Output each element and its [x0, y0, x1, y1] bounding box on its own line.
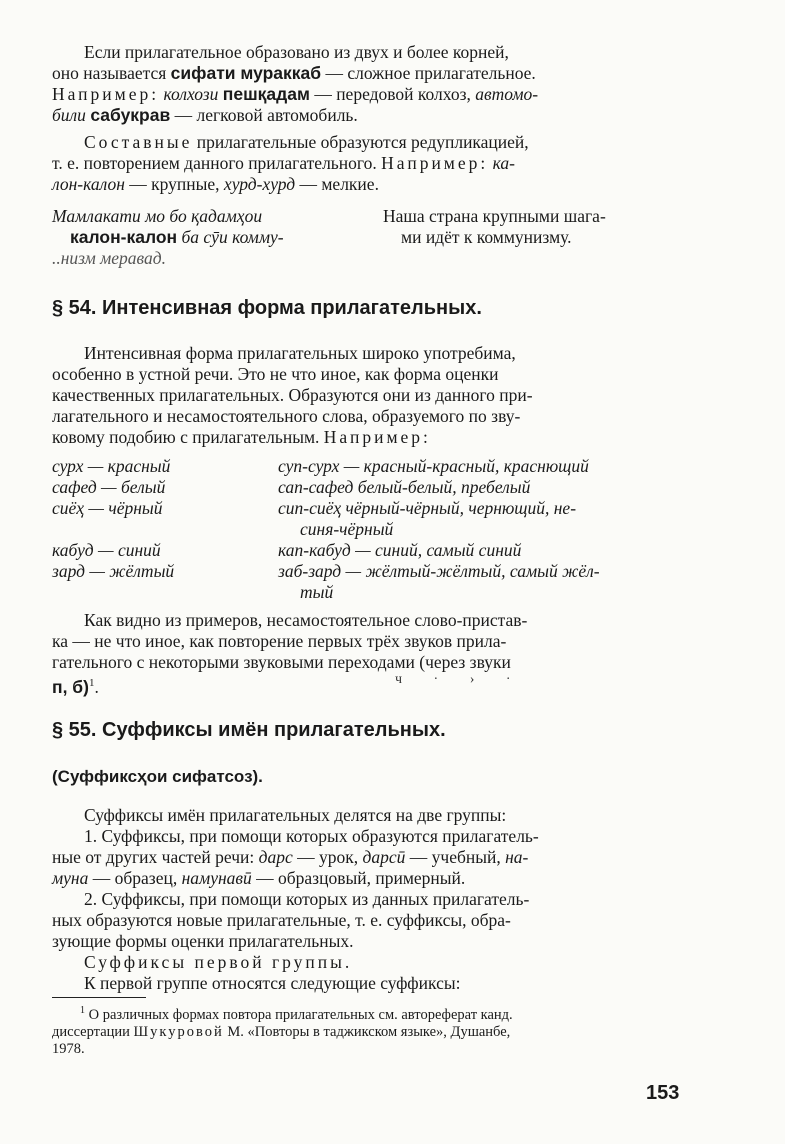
- example: ..низм меравад.: [52, 248, 167, 268]
- example-row: [52, 561, 679, 603]
- text-line: [52, 132, 679, 153]
- paragraph-prefix-note: [52, 610, 679, 698]
- example-intensive: заб-зард — жёлтый-жёлтый, самый жёл-: [278, 561, 600, 581]
- stray-marks: ч · › ·: [395, 672, 525, 687]
- example: муна: [52, 868, 89, 888]
- footnote-marker: 1: [80, 1005, 85, 1016]
- text-line: ных образуются новые прилагательные, т. е. суффиксы, обра-: [52, 910, 511, 930]
- text-line: [52, 868, 679, 889]
- text-line: Как видно из примеров, несамостоятельное слово-пристав-: [84, 610, 528, 630]
- translation-line: ми идёт к коммунизму.: [401, 227, 572, 247]
- text-line: Если прилагательное образовано из двух и более корней,: [84, 42, 509, 62]
- text-line: гательного с некоторыми звуковыми переходами (через звуки: [52, 652, 511, 672]
- text-line: ка — не что иное, как повторение первых трёх звуков прила-: [52, 631, 507, 651]
- text-line: зующие формы оценки прилагательных.: [52, 931, 354, 951]
- example: дарсӣ: [362, 847, 406, 867]
- example-base: сиёҳ — чёрный: [52, 498, 163, 518]
- example-translation: [383, 206, 679, 248]
- example-intensive: кап-кабуд — синий, самый синий: [278, 540, 522, 560]
- paragraph-compound-adjectives: [52, 42, 679, 126]
- text-line: Интенсивная форма прилагательных широко употребима,: [84, 343, 516, 363]
- example-base: сурх — красный: [52, 456, 171, 476]
- example-base: сафед — белый: [52, 477, 166, 497]
- term: п, б): [52, 676, 89, 697]
- text: — мелкие.: [295, 174, 379, 194]
- section-heading-55: § 55. Суффиксы имён прилагательных.: [52, 719, 446, 741]
- text: — учебный,: [405, 847, 506, 867]
- text-line: 1978.: [52, 1040, 85, 1057]
- example-base: кабуд — синий: [52, 540, 161, 560]
- example: дарс: [258, 847, 293, 867]
- footnote-ref: 1: [88, 677, 95, 689]
- text-line: 2. Суффиксы, при помощи которых из данных прилагатель-: [84, 889, 530, 909]
- text: оно называется: [52, 63, 171, 83]
- text: — легковой автомобиль.: [170, 105, 358, 125]
- paragraph-reduplicated-adjectives: [52, 132, 679, 195]
- text: ные от других частей речи:: [52, 847, 259, 867]
- text-line: лагательного и несамостоятельного слова, образуемого по зву-: [52, 406, 521, 426]
- text-line: [52, 153, 679, 174]
- example-intensive: суп-сурх — красный-красный, краснющий: [278, 456, 589, 476]
- example: намунавӣ: [181, 868, 252, 888]
- example: автомо-: [475, 84, 539, 104]
- example: колхози: [159, 84, 223, 104]
- example: били: [52, 105, 91, 125]
- text-line: [52, 63, 679, 84]
- example-row: [52, 540, 679, 561]
- text-line: особенно в устной речи. Это не что иное, как форма оценки: [52, 364, 499, 384]
- text-line: [52, 84, 679, 105]
- spaced-text: Например:: [381, 153, 489, 173]
- example: ба сӯи комму-: [177, 227, 284, 247]
- text: ковому подобию с прилагательным.: [52, 427, 324, 447]
- section-heading-54: § 54. Интенсивная форма прилагательных.: [52, 297, 482, 319]
- example: ка-: [488, 153, 515, 173]
- page-number: 153: [646, 1082, 680, 1104]
- spaced-text: Составные: [84, 132, 193, 152]
- example-sentence: [52, 206, 679, 272]
- example-row: [52, 477, 679, 498]
- example-row: [52, 498, 679, 540]
- text-line: 1. Суффиксы, при помощи которых образуются прилагатель-: [84, 826, 539, 846]
- section-subtitle: (Суффиксҳои сифатсоз).: [52, 767, 263, 786]
- text: т. е. повторением данного прилагательного.: [52, 153, 382, 173]
- text: диссертации: [52, 1023, 134, 1040]
- term: пешқадам: [222, 84, 310, 104]
- footnote-divider: [52, 997, 146, 998]
- text-line: К первой группе относятся следующие суффиксы:: [84, 973, 461, 993]
- example-intensive: синя-чёрный: [300, 519, 394, 539]
- spaced-text: Например:: [52, 84, 160, 104]
- example-intensive: сап-сафед белый-белый, пребелый: [278, 477, 531, 497]
- text-line: качественных прилагательных. Образуются они из данного при-: [52, 385, 533, 405]
- text: О различных формах повтора прилагательных см. автореферат канд.: [85, 1006, 513, 1023]
- text: прилагательные образуются редупликацией,: [192, 132, 529, 152]
- paragraph-intensive-form: [52, 343, 679, 448]
- text-line: Суффиксы имён прилагательных делятся на две группы:: [84, 805, 507, 825]
- example: Мамлакати мо бо қадамҳои: [52, 206, 263, 226]
- example: на-: [505, 847, 529, 867]
- text: — крупные,: [124, 174, 224, 194]
- example-row: [52, 456, 679, 477]
- example-intensive: тый: [300, 582, 334, 602]
- spaced-text: Шукуровой: [133, 1023, 224, 1040]
- example-tajik: [52, 206, 372, 269]
- text-line: [52, 673, 679, 698]
- text: — урок,: [292, 847, 363, 867]
- text: — образец,: [88, 868, 182, 888]
- text-line: [52, 427, 679, 448]
- translation-line: Наша страна крупными шага-: [383, 206, 606, 226]
- text-line: [52, 105, 679, 126]
- example: лон-калон: [52, 174, 125, 194]
- text: М. «Повторы в таджикском языке», Душанбе,: [223, 1023, 511, 1040]
- text: — образцовый, примерный.: [251, 868, 466, 888]
- spaced-text: Например:: [323, 427, 431, 447]
- text: .: [94, 676, 99, 697]
- example: хурд-хурд: [223, 174, 296, 194]
- paragraph-suffixes: [52, 805, 679, 994]
- spaced-heading-line: Суффиксы первой группы.: [84, 952, 353, 972]
- example-base: зард — жёлтый: [52, 561, 175, 581]
- term: калон-калон: [70, 227, 178, 247]
- text: — сложное прилагательное.: [321, 63, 536, 83]
- text: — передовой колхоз,: [309, 84, 476, 104]
- footnote: [52, 1002, 679, 1058]
- text-line: [52, 847, 679, 868]
- term: сабукрав: [90, 105, 171, 125]
- term: сифати мураккаб: [170, 63, 322, 83]
- text-line: [52, 174, 679, 195]
- example-intensive: сип-сиёҳ чёрный-чёрный, черн​ющий, не-: [278, 498, 577, 518]
